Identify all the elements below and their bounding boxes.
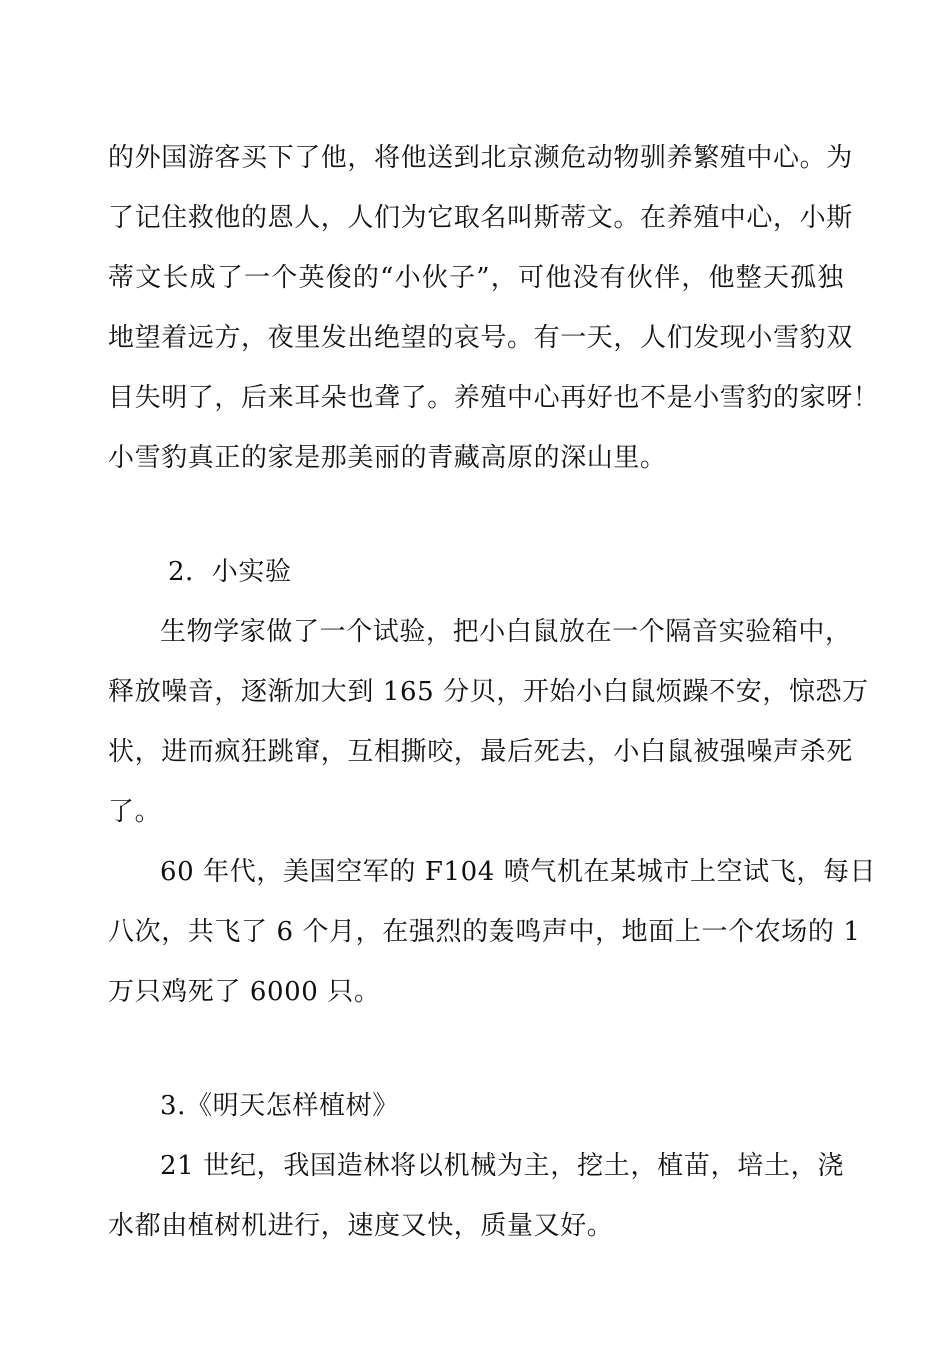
section-heading: 2．小实验: [168, 557, 292, 587]
paragraph-line: 地望着远方，夜里发出绝望的哀号。有一天，人们发现小雪豹双: [108, 323, 853, 353]
paragraph-line: 目失明了，后来耳朵也聋了。养殖中心再好也不是小雪豹的家呀！: [108, 383, 880, 413]
paragraph-line: 了记住救他的恩人，人们为它取名叫斯蒂文。在养殖中心，小斯: [108, 203, 853, 233]
paragraph-line: 生物学家做了一个试验，把小白鼠放在一个隔音实验箱中，: [160, 617, 852, 647]
section-heading: 3.《明天怎样植树》: [160, 1091, 399, 1121]
paragraph-line: 60 年代，美国空军的 F104 喷气机在某城市上空试飞，每日: [160, 857, 877, 887]
paragraph-line: 了。: [108, 797, 162, 827]
paragraph-line: 小雪豹真正的家是那美丽的青藏高原的深山里。: [108, 443, 667, 473]
paragraph-line: 状，进而疯狂跳窜，互相撕咬，最后死去，小白鼠被强噪声杀死: [108, 737, 853, 767]
paragraph-line: 八次，共飞了 6 个月，在强烈的轰鸣声中，地面上一个农场的 1: [108, 917, 861, 947]
paragraph-line: 的外国游客买下了他，将他送到北京濒危动物驯养繁殖中心。为: [108, 143, 853, 173]
paragraph-line: 21 世纪，我国造林将以机械为主，挖土，植苗，培土，浇: [160, 1151, 844, 1181]
paragraph-line: 释放噪音，逐渐加大到 165 分贝，开始小白鼠烦躁不安，惊恐万: [108, 677, 869, 707]
paragraph-line: 蒂文长成了一个英俊的“小伙子”，可他没有伙伴，他整天孤独: [108, 263, 844, 293]
paragraph-line: 水都由植树机进行，速度又快，质量又好。: [108, 1211, 614, 1241]
paragraph-line: 万只鸡死了 6000 只。: [108, 977, 381, 1007]
